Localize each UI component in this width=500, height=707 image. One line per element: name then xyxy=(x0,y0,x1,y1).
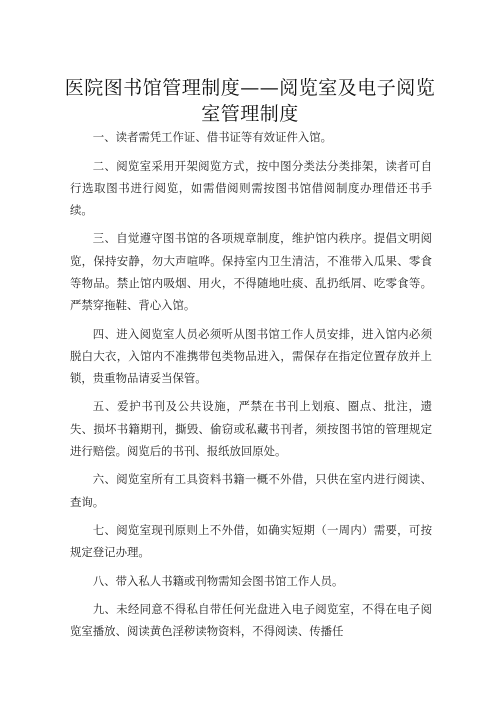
rule-paragraph-3: 三、自觉遵守图书馆的各项规章制度，维护馆内秩序。提倡文明阅览，保持安静，勿大声喧哗。保持室内卫生清洁，不准带入瓜果、零食等物品。禁止馆内吸烟、用火，不得随地吐痰、乱扔纸屑、吃零食等。严禁穿拖鞋、背心入馆。 xyxy=(70,231,432,313)
document-title: 医院图书馆管理制度——阅览室及电子阅览室管理制度 xyxy=(64,76,436,125)
rule-paragraph-2: 二、阅览室采用开架阅览方式，按中图分类法分类排架，读者可自行选取图书进行阅览，如需借阅则需按图书馆借阅制度办理借还书手续。 xyxy=(70,158,432,217)
rule-paragraph-7: 七、阅览室现刊原则上不外借，如确实短期（一周内）需要，可按规定登记办理。 xyxy=(70,523,432,560)
rule-paragraph-9: 九、未经同意不得私自带任何光盘进入电子阅览室，不得在电子阅览室播放、阅读黄色淫秽读物资料，不得阅读、传播任 xyxy=(70,602,432,639)
rule-paragraph-5: 五、爱护书刊及公共设施，严禁在书刊上划痕、圈点、批注，遗失、损坏书籍期刊，撕毁、偷窃或私藏书刊者，须按图书馆的管理规定进行赔偿。阅览后的书刊、报纸放回原处。 xyxy=(70,399,432,458)
rule-paragraph-6: 六、阅览室所有工具资料书籍一概不外借，只供在室内进行阅读、查询。 xyxy=(70,472,432,509)
document-body xyxy=(70,126,432,649)
rule-paragraph-8: 八、带入私人书籍或刊物需知会图书馆工作人员。 xyxy=(92,573,344,588)
rule-paragraph-1: 一、读者需凭工作证、借书证等有效证件入馆。 xyxy=(92,130,333,144)
rule-paragraph-4: 四、进入阅览室人员必须听从图书馆工作人员安排，进入馆内必须脱白大衣，入馆内不准携带包类物品进入，需保存在指定位置存放并上锁，贵重物品请妥当保管。 xyxy=(70,326,432,385)
